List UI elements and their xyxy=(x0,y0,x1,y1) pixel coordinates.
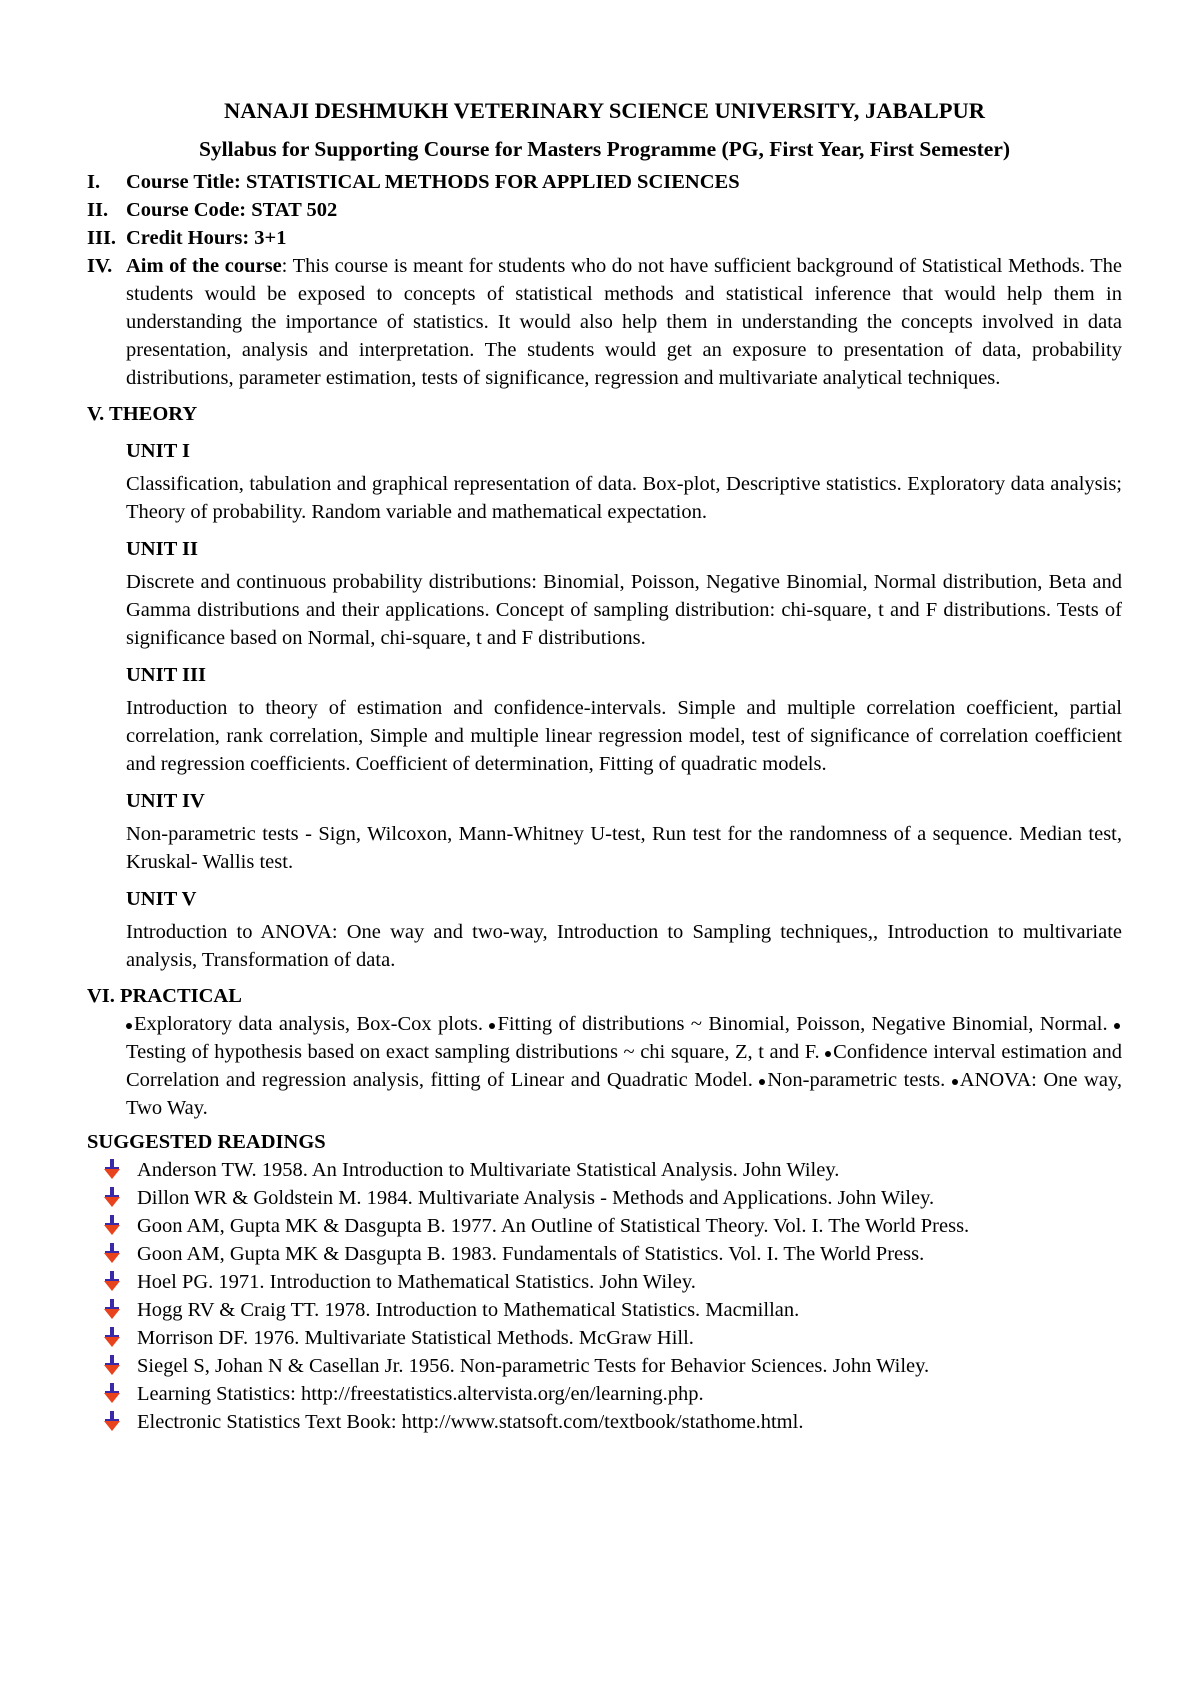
reading-item xyxy=(87,1240,1122,1268)
reading-item xyxy=(87,1268,1122,1296)
reading-item xyxy=(87,1156,1122,1184)
unit-2-body: Discrete and continuous probability distributions: Binomial, Poisson, Negative Binomial, Normal distribution, Beta and Gamma distributions and their applications. Concept of sampling distribution: chi-square, t and F distributions. Tests of significance based on Normal, chi-square, t and F distributions. xyxy=(126,571,1122,649)
unit-4-body: Non-parametric tests - Sign, Wilcoxon, Mann-Whitney U-test, Run test for the randomness of a sequence. Median test, Kruskal- Wallis test. xyxy=(126,823,1122,873)
unit-3-body: Introduction to theory of estimation and confidence-intervals. Simple and multiple correlation coefficient, partial correlation, rank correlation, Simple and multiple linear regression model, test of significance of correlation coefficient and regression coefficients. Coefficient of determination, Fitting of quadratic models. xyxy=(126,697,1122,775)
bullet-dot-icon xyxy=(759,1079,765,1085)
practical-item: Exploratory data analysis, Box-Cox plots. xyxy=(134,1013,490,1035)
course-title: Course Title: STATISTICAL METHODS FOR APPLIED SCIENCES xyxy=(126,171,740,193)
course-title-row xyxy=(87,168,1122,196)
course-aim-row xyxy=(87,252,1122,392)
unit-4-title: UNIT IV xyxy=(126,790,205,812)
readings-list xyxy=(87,1156,1122,1436)
bullet-dot-icon xyxy=(126,1023,132,1029)
unit-5-body: Introduction to ANOVA: One way and two-way, Introduction to Sampling techniques,, Introduction to multivariate analysis, Transformation of data. xyxy=(126,921,1122,971)
unit-5-title: UNIT V xyxy=(126,888,197,910)
university-title: NANAJI DESHMUKH VETERINARY SCIENCE UNIVERSITY, JABALPUR xyxy=(223,98,985,123)
numeral-i: I. xyxy=(87,171,101,193)
reading-item xyxy=(87,1212,1122,1240)
reading-text: Goon AM, Gupta MK & Dasgupta B. 1977. An Outline of Statistical Theory. Vol. I. The World Press. xyxy=(137,1215,970,1237)
down-arrow-bullet-icon xyxy=(87,1240,137,1268)
aim-label: Aim of the course xyxy=(126,255,282,277)
numeral-ii: II. xyxy=(87,199,109,221)
down-arrow-bullet-icon xyxy=(87,1380,137,1408)
reading-item xyxy=(87,1324,1122,1352)
credit-hours: Credit Hours: 3+1 xyxy=(126,227,287,249)
down-arrow-bullet-icon xyxy=(87,1352,137,1380)
practical-item: Non-parametric tests. xyxy=(767,1069,952,1091)
syllabus-subtitle: Syllabus for Supporting Course for Masters Programme (PG, First Year, First Semester) xyxy=(198,137,1011,161)
credit-hours-row xyxy=(87,224,1122,252)
down-arrow-bullet-icon xyxy=(87,1156,137,1184)
unit-2-title: UNIT II xyxy=(126,538,198,560)
aim-text: : This course is meant for students who do not have sufficient background of Statistical Methods. The students would be exposed to concepts of statistical methods and statistical inference that would help them in understanding the importance of statistics. It would also help them in understanding the concepts involved in data presentation, analysis and interpretation. The students would get an exposure to presentation of data, probability distributions, parameter estimation, tests of significance, regression and multivariate analytical techniques. xyxy=(126,255,1123,389)
practical-item: ANOVA: One way, Two Way. xyxy=(126,1069,1122,1119)
reading-text: Hoel PG. 1971. Introduction to Mathematical Statistics. John Wiley. xyxy=(137,1271,696,1293)
reading-text: Electronic Statistics Text Book: http://www.statsoft.com/textbook/stathome.html. xyxy=(137,1411,804,1433)
reading-text: Goon AM, Gupta MK & Dasgupta B. 1983. Fundamentals of Statistics. Vol. I. The World Press. xyxy=(137,1243,925,1265)
reading-item xyxy=(87,1352,1122,1380)
course-aim xyxy=(126,252,1122,392)
reading-text: Morrison DF. 1976. Multivariate Statistical Methods. McGraw Hill. xyxy=(137,1327,694,1349)
numeral-iii: III. xyxy=(87,227,117,249)
theory-heading: V. THEORY xyxy=(87,403,198,425)
course-code: Course Code: STAT 502 xyxy=(126,199,338,221)
unit-3-title: UNIT III xyxy=(126,664,206,686)
reading-text: Dillon WR & Goldstein M. 1984. Multivariate Analysis - Methods and Applications. John Wiley. xyxy=(137,1187,935,1209)
practical-list xyxy=(126,1010,1122,1122)
reading-text: Siegel S, Johan N & Casellan Jr. 1956. Non-parametric Tests for Behavior Sciences. John Wiley. xyxy=(137,1355,930,1377)
reading-text: Learning Statistics: http://freestatistics.altervista.org/en/learning.php. xyxy=(137,1383,704,1405)
numeral-iv: IV. xyxy=(87,255,113,277)
down-arrow-bullet-icon xyxy=(87,1296,137,1324)
down-arrow-bullet-icon xyxy=(87,1212,137,1240)
reading-item xyxy=(87,1408,1122,1436)
practical-heading: VI. PRACTICAL xyxy=(87,985,242,1007)
course-code-row xyxy=(87,196,1122,224)
down-arrow-bullet-icon xyxy=(87,1268,137,1296)
reading-item xyxy=(87,1296,1122,1324)
practical-item: Fitting of distributions ~ Binomial, Poisson, Negative Binomial, Normal. xyxy=(497,1013,1114,1035)
down-arrow-bullet-icon xyxy=(87,1408,137,1436)
practical-item: Testing of hypothesis based on exact sampling distributions ~ chi square, Z, t and F. xyxy=(126,1041,826,1063)
down-arrow-bullet-icon xyxy=(87,1324,137,1352)
readings-heading: SUGGESTED READINGS xyxy=(87,1131,326,1153)
unit-1-body: Classification, tabulation and graphical representation of data. Box-plot, Descriptive statistics. Exploratory data analysis; Theory of probability. Random variable and mathematical expectation. xyxy=(126,473,1122,523)
reading-text: Hogg RV & Craig TT. 1978. Introduction to Mathematical Statistics. Macmillan. xyxy=(137,1299,800,1321)
reading-text: Anderson TW. 1958. An Introduction to Multivariate Statistical Analysis. John Wiley. xyxy=(137,1159,840,1181)
reading-item xyxy=(87,1380,1122,1408)
bullet-dot-icon xyxy=(825,1051,831,1057)
practical-item: Confidence interval estimation and Correlation and regression analysis, fitting of Linear and Quadratic Model. xyxy=(126,1041,1122,1091)
reading-item xyxy=(87,1184,1122,1212)
unit-1-title: UNIT I xyxy=(126,440,190,462)
bullet-dot-icon xyxy=(1114,1023,1120,1029)
down-arrow-bullet-icon xyxy=(87,1184,137,1212)
bullet-dot-icon xyxy=(489,1023,495,1029)
bullet-dot-icon xyxy=(952,1079,958,1085)
